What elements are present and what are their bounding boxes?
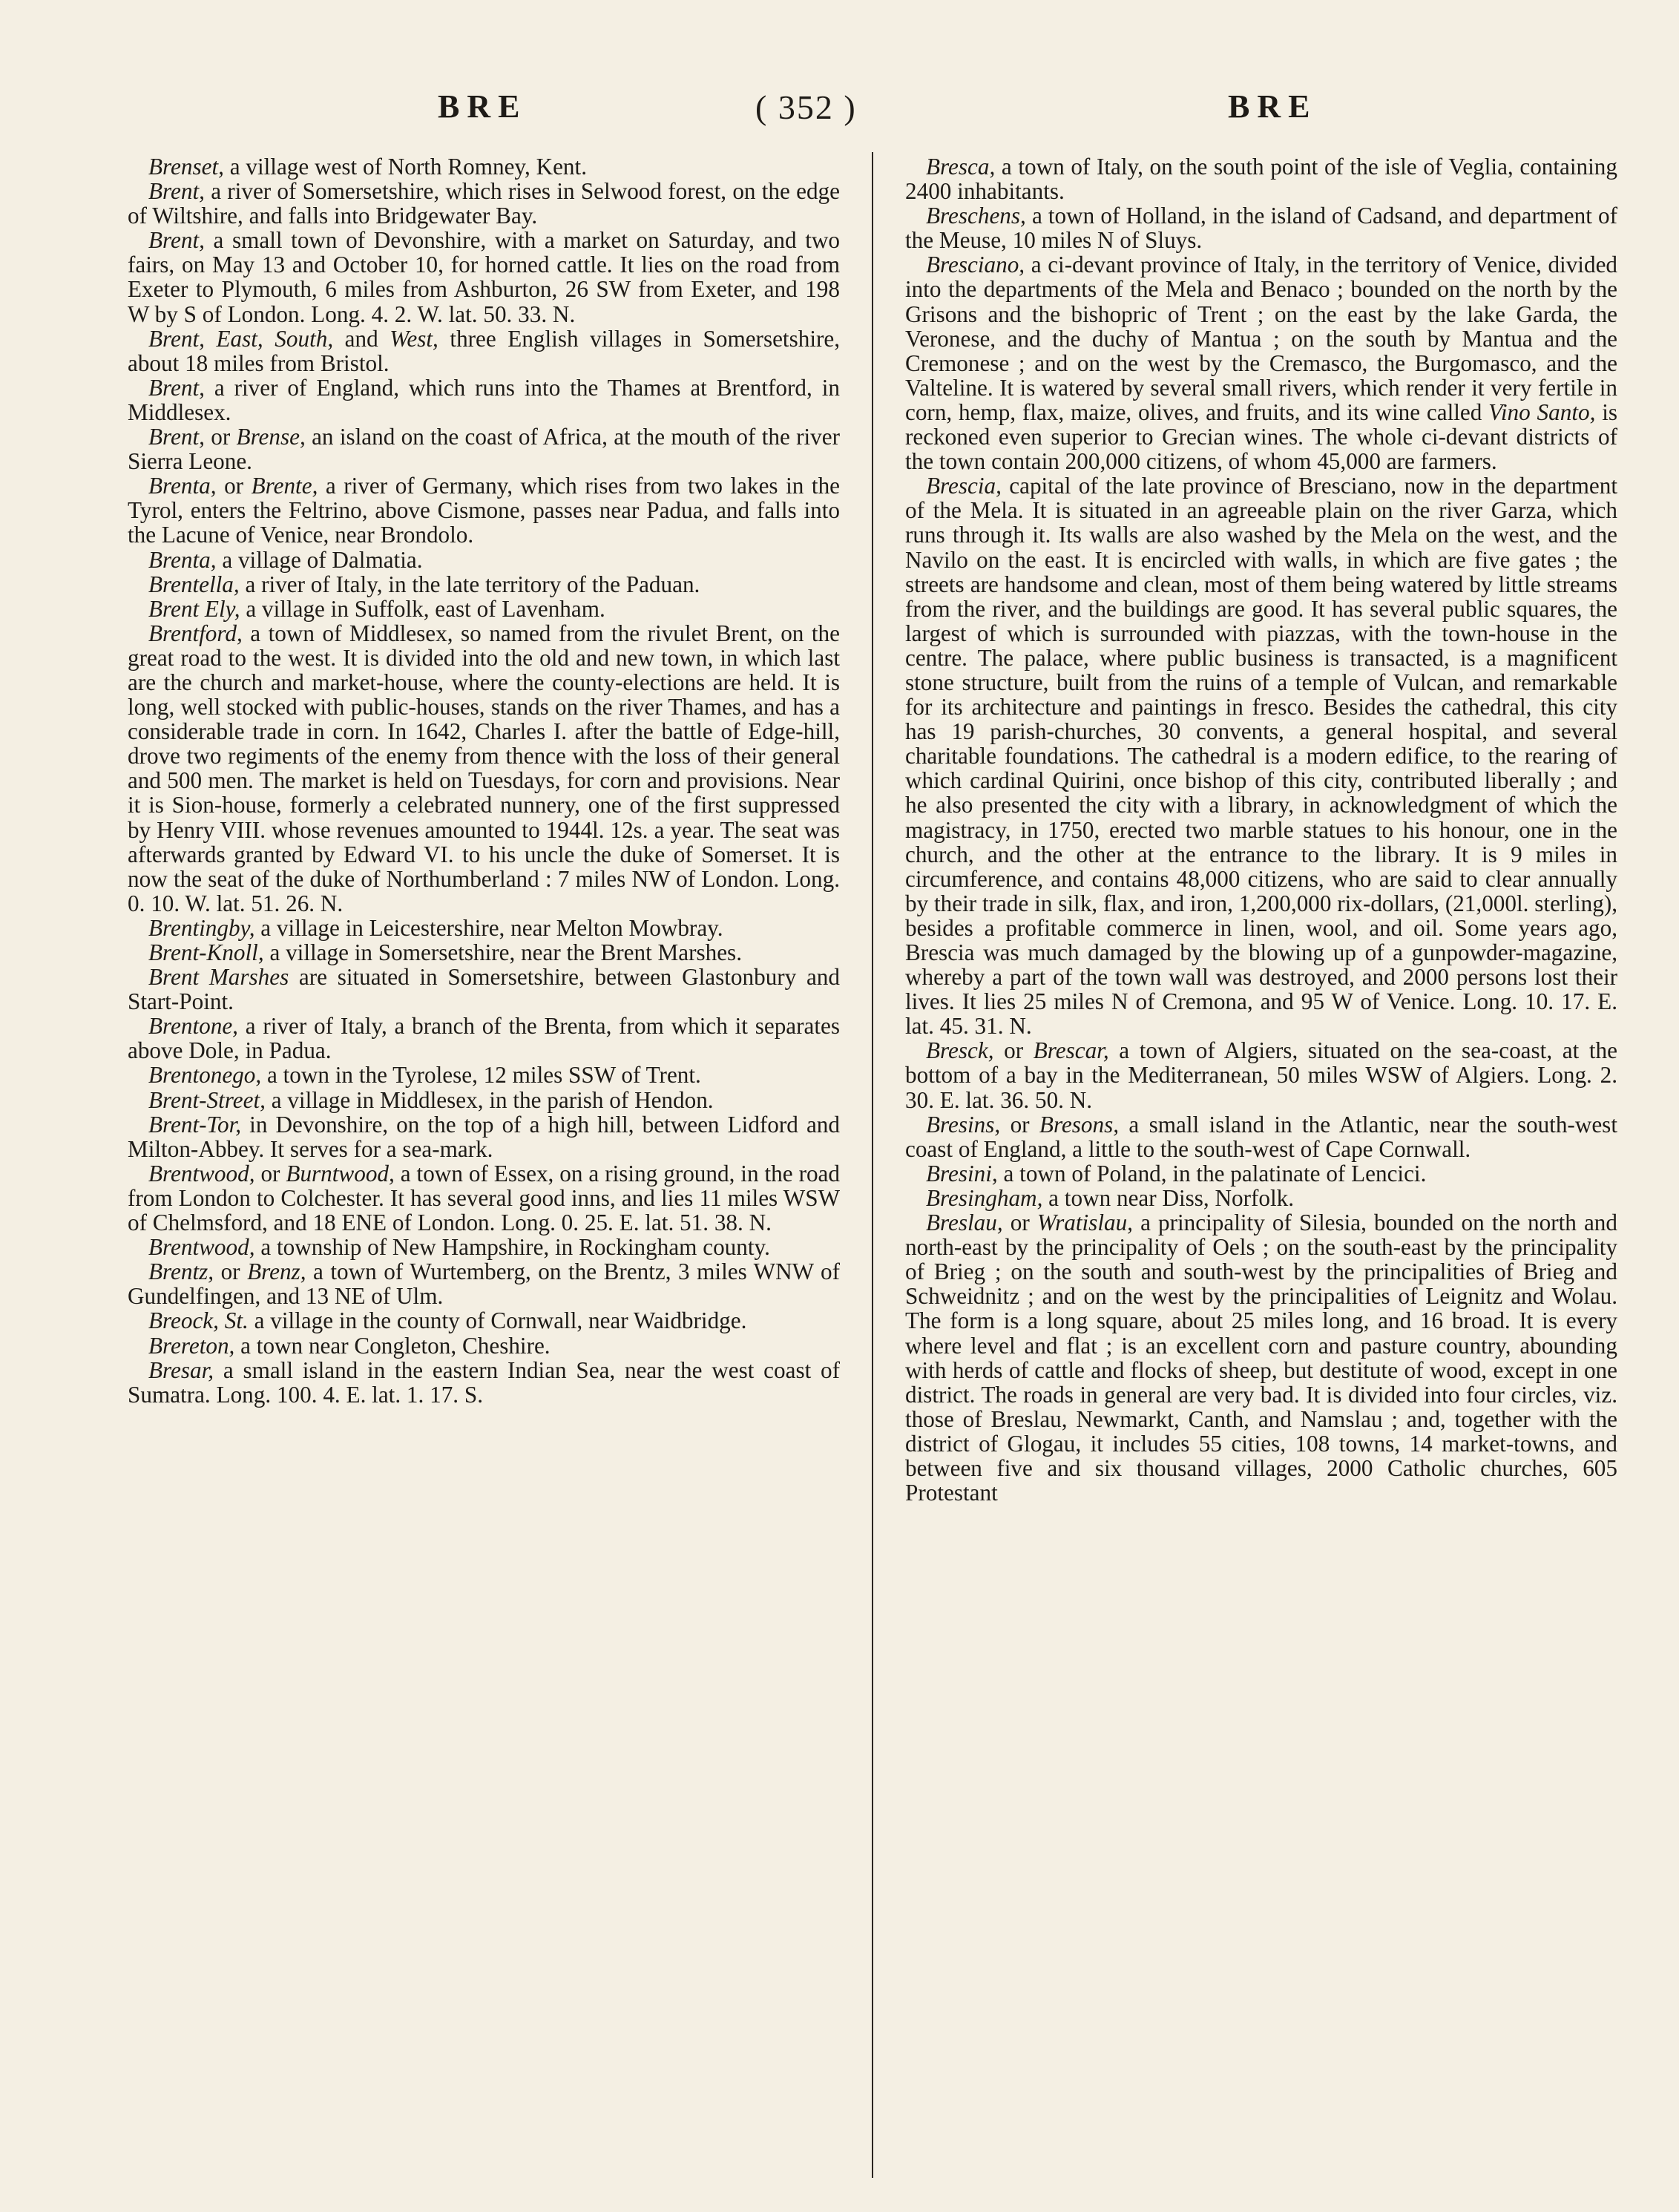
entry-text: a river of Somersetshire, which rises in Selwood forest, on the edge of Wiltshire, and falls into Bridgewater Bay. [128, 178, 840, 229]
entry-text: a small island in the Atlantic, near the south-west coast of England, a little to the south-west of Cape Cornwall. [905, 1111, 1617, 1162]
gazetteer-entry [128, 965, 840, 1014]
entry-text: a principality of Silesia, bounded on the north and north-east by the principality of Oels ; on the south-east by the principality of Brieg ; on the south and south-west by the principalities of Brieg and Schweidnitz ; and on the west by the principalities of Leignitz and Wolau. The form is a long square, about 25 miles long, and 16 broad. It is every where level and flat ; is an excellent corn and pasture country, abounding with herds of cattle and flocks of sheep, but destitute of wood, except in one district. The roads in general are very bad. It is divided into four circles, viz. those of Breslau, Newmarkt, Canth, and Namslau ; and, together with the district of Glogau, it includes 55 cities, 108 towns, 14 market-towns, and between five and six thousand villages, 2000 Catholic churches, 605 Protestant [905, 1210, 1617, 1506]
gazetteer-entry [128, 424, 840, 473]
entry-text: or [1002, 1210, 1037, 1236]
gazetteer-entry [128, 1259, 840, 1308]
entry-headword: West, [390, 325, 438, 352]
entry-headword: Brent, [148, 424, 205, 450]
entry-text: is reckoned even superior to Grecian wines. The whole ci-devant districts of the town contain 200,000 citizens, of whom 45,000 are farmers. [905, 398, 1617, 475]
gazetteer-entry [128, 154, 840, 179]
gazetteer-entry [128, 1014, 840, 1063]
entry-headword: Brentone, [148, 1013, 238, 1040]
entry-text: a town of Italy, on the south point of the isle of Veglia, containing 2400 inhabitants. [905, 154, 1617, 205]
gazetteer-entry [128, 1063, 840, 1087]
entry-text: or [993, 1037, 1034, 1064]
gazetteer-entry [128, 940, 840, 965]
entry-headword: Vino Santo, [1488, 398, 1596, 425]
gazetteer-entry [128, 1235, 840, 1259]
entry-headword: Bresar, [148, 1356, 214, 1383]
header-right-word: BRE [1228, 88, 1318, 125]
gazetteer-entry [128, 473, 840, 547]
gazetteer-entry [128, 375, 840, 424]
entry-text: in Devonshire, on the top of a high hill, between Lidford and Milton-Abbey. It serves for a sea-mark. [128, 1111, 840, 1162]
entry-text: or [254, 1160, 286, 1187]
entry-text: are situated in Somersetshire, between Glastonbury and Start-Point. [128, 964, 840, 1015]
left-column [128, 154, 840, 1407]
gazetteer-entry [128, 572, 840, 597]
entry-text: a river of Italy, a branch of the Brenta, from which it separates above Dole, in Padua. [128, 1013, 840, 1064]
entry-text: a township of New Hampshire, in Rockingham county. [254, 1234, 770, 1261]
gazetteer-entry [128, 1112, 840, 1161]
gazetteer-entry [128, 597, 840, 621]
entry-headword: Breschens, [926, 203, 1026, 229]
entry-headword: Burntwood, [286, 1160, 395, 1187]
entry-headword: Brent, [148, 178, 205, 205]
entry-text: a village in Leicestershire, near Melton Mowbray. [254, 914, 723, 941]
gazetteer-entry [128, 1358, 840, 1407]
gazetteer-entry [905, 154, 1617, 203]
entry-headword: Brentz, [148, 1258, 214, 1285]
page-number: ( 352 ) [755, 88, 857, 126]
entry-headword: Bresini, [926, 1160, 998, 1187]
entry-text: a town near Congleton, Cheshire. [234, 1332, 551, 1359]
entry-headword: Bresck, [926, 1037, 994, 1064]
entry-headword: Brent-Knoll, [148, 939, 264, 965]
entry-text: a town in the Tyrolese, 12 miles SSW of Trent. [261, 1062, 701, 1089]
entry-headword: Brentford, [148, 620, 243, 646]
entry-text: a small island in the eastern Indian Sea, near the west coast of Sumatra. Long. 100. 4. E. lat. 1. 17. S. [128, 1356, 840, 1408]
gazetteer-entry [128, 326, 840, 375]
entry-text: a town of Algiers, situated on the sea-coast, at the bottom of a bay in the Mediterranean, 50 miles WSW of Algiers. Long. 2. 30. E. lat. 36. 50. N. [905, 1037, 1617, 1113]
entry-text: or [214, 1258, 248, 1285]
entry-text: a town of Poland, in the palatinate of Lencici. [997, 1160, 1427, 1187]
entry-text: a village in Somersetshire, near the Brent Marshes. [263, 939, 742, 965]
entry-text: a village in the county of Cornwall, near Waidbridge. [248, 1307, 747, 1334]
entry-headword: Wratislau, [1036, 1210, 1133, 1236]
entry-headword: Bresca, [926, 154, 996, 180]
entry-text: a town of Wurtemberg, on the Brentz, 3 miles WNW of Gundelfingen, and 13 NE of Ulm. [128, 1258, 840, 1310]
gazetteer-entry [905, 1112, 1617, 1161]
entry-text: capital of the late province of Bresciano, now in the department of the Mela. It is situated in an agreeable plain on the river Garza, which runs through it. Its walls are also washed by the Mela on the west, and the Navilo on the east. It is encircled with walls, in which are five gates ; the streets are handsome and clean, most of them being watered by little streams from the river, and the buildings are good. It has several public squares, the largest of which is surrounded with piazzas, with the town-house in the centre. The palace, where public business is transacted, is a magnificent stone structure, built from the ruins of a temple of Vulcan, and remarkable for its architecture and paintings in fresco. Besides the cathedral, this city has 19 parish-churches, 30 convents, a general hospital, and several charitable foundations. The cathedral is a modern edifice, to the rearing of which cardinal Quirini, once bishop of this city, contributed liberally ; and he also presented the city with a library, in acknowledgment of which the magistracy, in 1750, erected two marble statues to his honour, one in the church, and the other at the entrance to the library. It is 9 miles in circumference, and contains 48,000 citizens, who are said to clear annually by their trade in silk, flax, and iron, 1,200,000 rix-dollars, (21,000l. sterling), besides a profitable commerce in linen, wool, and oil. Some years ago, Brescia was much damaged by the blowing up of a gunpowder-magazine, whereby a part of the town wall was destroyed, and 2000 persons lost their lives. It lies 25 miles N of Cremona, and 95 W of Venice. Long. 10. 17. E. lat. 45. 31. N. [905, 473, 1617, 1040]
entry-headword: Brent-Street, [148, 1086, 266, 1113]
gazetteer-entry [905, 1038, 1617, 1112]
entry-text: a town of Essex, on a rising ground, in the road from London to Colchester. It has several good inns, and lies 11 miles WSW of Chelmsford, and 18 ENE of London. Long. 0. 25. E. lat. 51. 38. N. [128, 1160, 840, 1236]
entry-text: a river of Germany, which rises from two lakes in the Tyrol, enters the Feltrino, above Cismone, passes near Padua, and falls into the Lacune of Venice, near Brondolo. [128, 473, 841, 548]
entry-text: three English villages in Somersetshire, about 18 miles from Bristol. [128, 325, 841, 376]
gazetteer-entry [905, 252, 1617, 473]
entry-headword: Brentwood, [148, 1160, 255, 1187]
entry-text: a town near Diss, Norfolk. [1042, 1184, 1295, 1211]
entry-headword: Brent, [148, 227, 205, 254]
entry-text: a ci-devant province of Italy, in the territory of Venice, divided into the departments of the Mela and Benaco ; bounded on the north by the Grisons and the bishopric of Trent ; on the east by the lake Garda, the Veronese, and the duchy of Mantua ; on the south by Mantua and the Cremonese ; and on the west by the Cremasco, the Burgomasco, and the Valteline. It is watered by several small rivers, which render it very fertile in corn, hemp, flax, maize, olives, and fruits, and its wine called [905, 252, 1617, 425]
entry-headword: Breock, St. [148, 1307, 249, 1334]
gazetteer-entry [905, 1210, 1617, 1505]
entry-text: a river of Italy, in the late territory of the Paduan. [239, 571, 700, 597]
entry-headword: Brereton, [148, 1332, 235, 1359]
entry-headword: Brentonego, [148, 1062, 262, 1089]
gazetteer-entry [905, 203, 1617, 252]
entry-text: a small town of Devonshire, with a market on Saturday, and two fairs, on May 13 and October 10, for horned cattle. It lies on the road from Exeter to Plymouth, 6 miles from Ashburton, 26 SW from Exeter, and 198 W by S of London. Long. 4. 2. W. lat. 50. 33. N. [128, 227, 840, 327]
entry-headword: Breslau, [926, 1210, 1003, 1236]
entry-headword: Brentingby, [148, 914, 255, 941]
entry-headword: Brent, East, South, [148, 325, 334, 352]
entry-headword: Brent-Tor, [148, 1111, 242, 1138]
gazetteer-entry [128, 916, 840, 940]
gazetteer-entry [128, 621, 840, 916]
gazetteer-entry [128, 179, 840, 228]
running-header [0, 88, 1679, 132]
entry-headword: Brent, [148, 374, 205, 401]
entry-text: or [216, 473, 252, 499]
entry-headword: Brense, [236, 424, 306, 450]
gazetteer-entry [128, 1308, 840, 1333]
entry-text: a village in Suffolk, east of Lavenham. [240, 595, 605, 622]
entry-text: or [204, 424, 237, 450]
entry-headword: Brente, [251, 473, 318, 499]
header-left-word: BRE [438, 88, 528, 125]
entry-text: a village in Middlesex, in the parish of Hendon. [265, 1086, 714, 1113]
entry-text: a town of Middlesex, so named from the rivulet Brent, on the great road to the west. It is divided into the old and new town, in which last are the church and market-house, where the county-elections are held. It is long, well stocked with public-houses, stands on the river Thames, and has a considerable trade in corn. In 1642, Charles I. after the battle of Edge-hill, drove two regiments of the enemy from thence with the loss of their general and 500 men. The market is held on Tuesdays, for corn and provisions. Near it is Sion-house, formerly a celebrated nunnery, one of the first suppressed by Henry VIII. whose revenues amounted to 1944l. 12s. a year. The seat was afterwards granted by Edward VI. to his uncle the duke of Somerset. It is now the seat of the duke of Northumberland : 7 miles NW of London. Long. 0. 10. W. lat. 51. 26. N. [128, 620, 840, 916]
entry-text: an island on the coast of Africa, at the mouth of the river Sierra Leone. [128, 424, 840, 475]
entry-headword: Brent Marshes [148, 964, 289, 991]
entry-text: a river of England, which runs into the Thames at Brentford, in Middlesex. [128, 374, 840, 425]
entry-text: or [1000, 1111, 1039, 1138]
entry-headword: Brescia, [926, 473, 1002, 499]
entry-headword: Brenta, [148, 546, 217, 573]
entry-headword: Brentella, [148, 571, 240, 597]
entry-headword: Brenset, [148, 154, 224, 180]
entry-headword: Brenz, [247, 1258, 306, 1285]
entry-text: a town of Holland, in the island of Cadsand, and department of the Meuse, 10 miles N of Sluys. [905, 203, 1617, 254]
gazetteer-entry [128, 548, 840, 572]
gazetteer-entry [905, 1161, 1617, 1186]
gazetteer-entry [905, 473, 1617, 1038]
entry-text: a village of Dalmatia. [216, 546, 423, 573]
entry-headword: Bresons, [1039, 1111, 1120, 1138]
gazetteer-entry [128, 1333, 840, 1358]
gazetteer-entry [128, 228, 840, 326]
column-divider [872, 152, 873, 2178]
entry-headword: Brenta, [148, 473, 217, 499]
entry-text: a village west of North Romney, Kent. [223, 154, 587, 180]
right-column [905, 154, 1617, 1505]
gazetteer-entry [128, 1088, 840, 1112]
entry-headword: Brent Ely, [148, 595, 240, 622]
entry-headword: Bresins, [926, 1111, 1001, 1138]
entry-headword: Brentwood, [148, 1234, 255, 1261]
gazetteer-entry [905, 1186, 1617, 1210]
entry-headword: Brescar, [1033, 1037, 1109, 1064]
entry-headword: Bresciano, [926, 252, 1025, 278]
gazetteer-entry [128, 1161, 840, 1235]
entry-text: and [333, 325, 390, 352]
entry-headword: Bresingham, [926, 1184, 1043, 1211]
